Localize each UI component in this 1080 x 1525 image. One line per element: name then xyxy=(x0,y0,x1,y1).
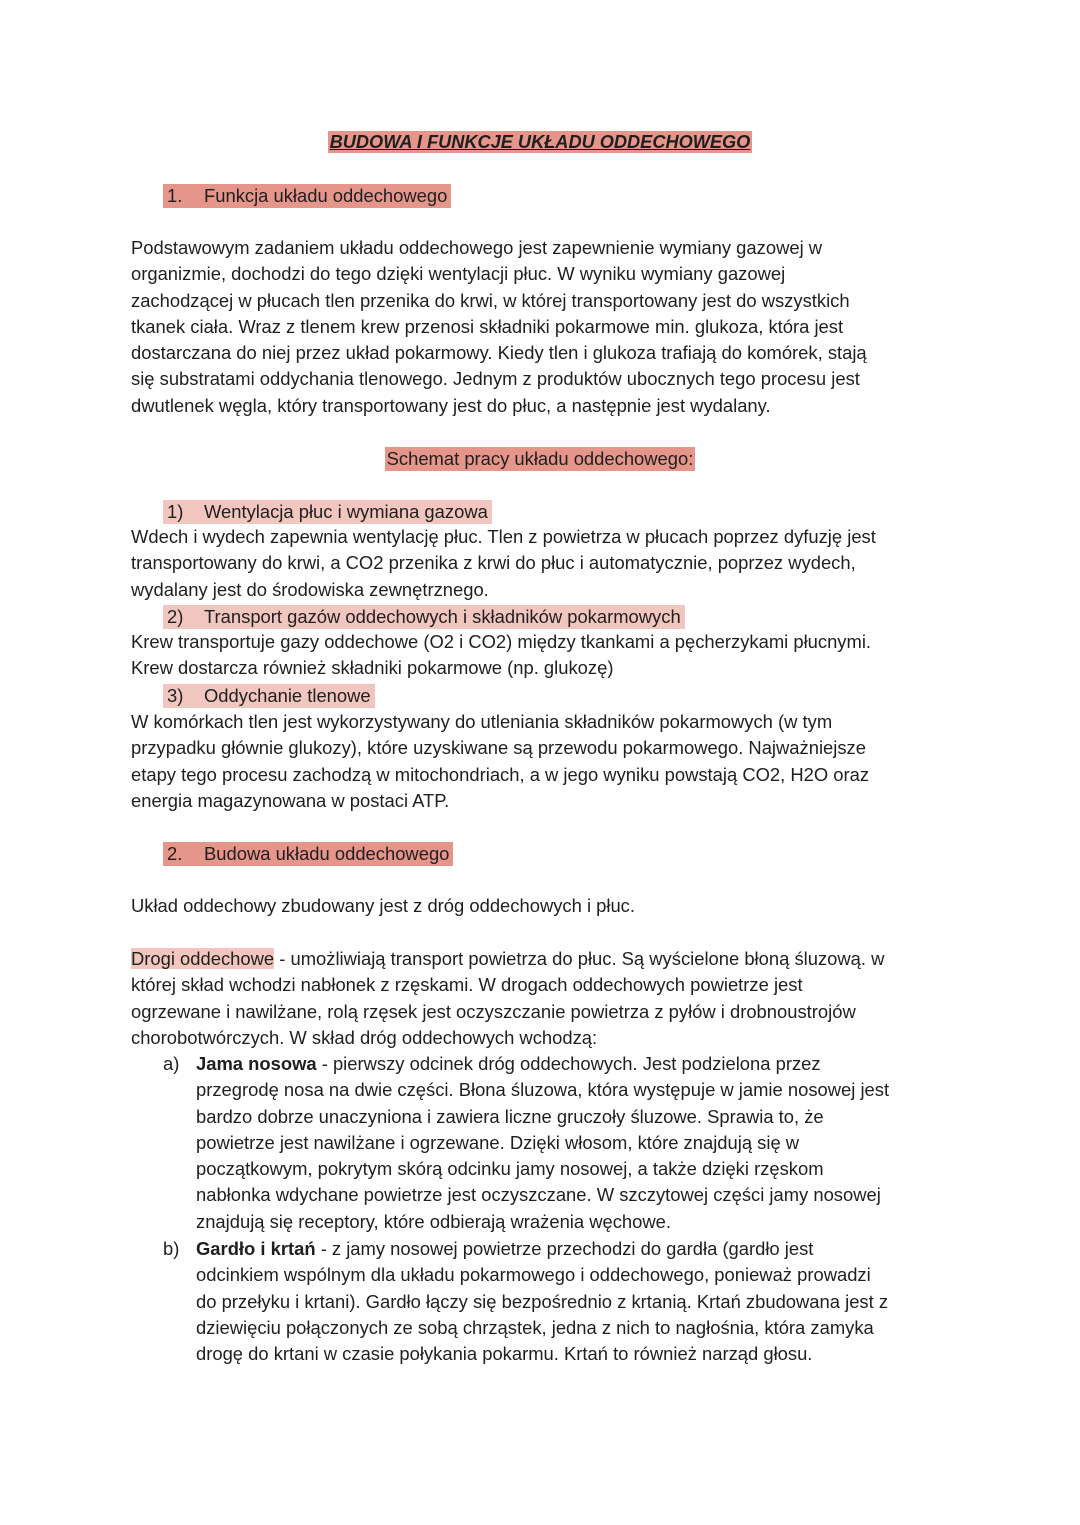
paragraph-line: powietrze jest nawilżane i ogrzewane. Dzięki włosom, które znajdują się w xyxy=(196,1131,800,1153)
section-2-heading-text: Budowa układu oddechowego xyxy=(204,843,450,864)
paragraph-line: nabłonka wdychane powietrze jest oczyszczane. W szczytowej części jamy nosowej xyxy=(196,1184,881,1206)
paragraph-line: znajdują się receptory, które odbierają wrażenia węchowe. xyxy=(196,1210,672,1232)
paragraph-line: dwutlenek węgla, który transportowany jest do płuc, a następnie jest wydalany. xyxy=(131,394,771,416)
paragraph-line: transportowany do krwi, a CO2 przenika z krwi do płuc i automatycznie, poprzez wydech, xyxy=(131,552,856,574)
list-marker: b) xyxy=(163,1238,180,1259)
paragraph-line: początkowym, pokrytym skórą odcinku jamy nosowej, a także dzięki rzęskom xyxy=(196,1158,824,1180)
paragraph-line: ogrzewane i nawilżane, rolą rzęsek jest oczyszczanie powietrza z pyłów i drobnoustrojów xyxy=(131,1000,856,1022)
step-1-number: 1) xyxy=(167,501,184,522)
section-2-heading xyxy=(163,840,453,869)
paragraph-line: etapy tego procesu zachodzą w mitochondriach, a w jego wyniku powstają CO2, H2O oraz xyxy=(131,763,870,785)
paragraph-line: zachodzącej w płucach tlen przenika do krwi, w której transportowany jest do wszystkich xyxy=(131,289,850,311)
paragraph-line: dziewięciu połączonych ze sobą chrząstek, jedna z nich to nagłośnia, która zamyka xyxy=(196,1316,874,1338)
airways-term: Drogi oddechowe xyxy=(131,948,275,969)
step-2-text xyxy=(131,629,961,682)
paragraph-line: Wdech i wydech zapewnia wentylację płuc. Tlen z powietrza w płucach poprzez dyfuzję jest xyxy=(131,526,876,547)
step-3-heading-text: Oddychanie tlenowe xyxy=(204,685,371,706)
step-2-heading-text: Transport gazów oddechowych i składników pokarmowych xyxy=(204,606,681,627)
paragraph-line: przegrodę nosa na dwie części. Błona śluzowa, która występuje w jamie nosowej jest xyxy=(196,1079,890,1101)
step-2-heading xyxy=(163,603,685,632)
section-1-heading xyxy=(163,182,451,211)
paragraph-line: Krew dostarcza również składniki pokarmowe (np. glukozę) xyxy=(131,657,614,679)
paragraph-line: chorobotwórczych. W skład dróg oddechowych wchodzą: xyxy=(131,1026,598,1048)
section-1-heading-text: Funkcja układu oddechowego xyxy=(204,185,448,206)
step-1-heading xyxy=(163,498,492,527)
step-3-text xyxy=(131,709,961,814)
paragraph-line: W komórkach tlen jest wykorzystywany do utleniania składników pokarmowych (w tym xyxy=(131,711,833,732)
paragraph-line xyxy=(131,946,961,972)
item-term: Jama nosowa xyxy=(196,1053,317,1074)
paragraph-line: wydalany jest do środowiska zewnętrznego. xyxy=(131,578,489,600)
item-first-line-rest: - pierwszy odcinek dróg oddechowych. Jest podzielona przez xyxy=(316,1053,821,1074)
step-3-heading xyxy=(163,682,375,711)
list-marker: a) xyxy=(163,1053,180,1074)
document-title: BUDOWA I FUNKCJE UKŁADU ODDECHOWEGO xyxy=(329,132,751,152)
section-1-paragraph xyxy=(131,235,961,419)
section-2-number: 2. xyxy=(167,843,183,864)
paragraph-line: której skład wchodzi nabłonek z rzęskami. W drogach oddechowych powietrze jest xyxy=(131,974,803,996)
step-1-heading-text: Wentylacja płuc i wymiana gazowa xyxy=(204,501,488,522)
paragraph-line: do przełyku i krtani). Gardło łączy się bezpośrednio z krtanią. Krtań zbudowana jest z xyxy=(196,1290,889,1312)
step-3-number: 3) xyxy=(167,685,184,706)
paragraph-line: Podstawowym zadaniem układu oddechowego jest zapewnienie wymiany gazowej w xyxy=(131,237,823,258)
paragraph-line: się substratami oddychania tlenowego. Jednym z produktów ubocznych tego procesu jest xyxy=(131,368,860,390)
paragraph-line: Układ oddechowy zbudowany jest z dróg oddechowych i płuc. xyxy=(131,895,635,916)
step-1-text xyxy=(131,524,961,603)
airways-paragraph xyxy=(131,946,961,1051)
paragraph-line: organizmie, dochodzi do tego dzięki wentylacji płuc. W wyniku wymiany gazowej xyxy=(131,263,786,285)
section-2-intro xyxy=(131,893,961,919)
section-1-number: 1. xyxy=(167,185,183,206)
paragraph-line xyxy=(196,1236,966,1262)
paragraph-line xyxy=(196,1051,966,1077)
step-2-number: 2) xyxy=(167,606,184,627)
paragraph-line: przypadku głównie glukozy), które uzyskiwane są przewodu pokarmowego. Najważniejsze xyxy=(131,737,866,759)
schema-heading: Schemat pracy układu oddechowego: xyxy=(386,448,694,469)
paragraph-line: odcinkiem wspólnym dla układu pokarmowego i oddechowego, ponieważ prowadzi xyxy=(196,1264,871,1286)
paragraph-line: drogę do krtani w czasie połykania pokarmu. Krtań to również narząd głosu. xyxy=(196,1343,813,1365)
paragraph-line: tkanek ciała. Wraz z tlenem krew przenosi składniki pokarmowe min. glukoza, która jest xyxy=(131,315,844,337)
paragraph-line: dostarczana do niej przez układ pokarmowy. Kiedy tlen i glukoza trafiają do komórek, stają xyxy=(131,342,867,364)
item-term: Gardło i krtań xyxy=(196,1238,316,1259)
paragraph-line: energia magazynowana w postaci ATP. xyxy=(131,789,450,811)
paragraph-line: Krew transportuje gazy oddechowe (O2 i CO2) między tkankami a pęcherzykami płucnymi. xyxy=(131,631,872,652)
item-first-line-rest: - z jamy nosowej powietrze przechodzi do gardła (gardło jest xyxy=(315,1238,814,1259)
paragraph-line: bardzo dobrze unaczyniona i zawiera liczne gruczoły śluzowe. Sprawia to, że xyxy=(196,1105,824,1127)
airways-first-line-rest: - umożliwiają transport powietrza do płuc. Są wyścielone błoną śluzową. w xyxy=(274,948,885,969)
